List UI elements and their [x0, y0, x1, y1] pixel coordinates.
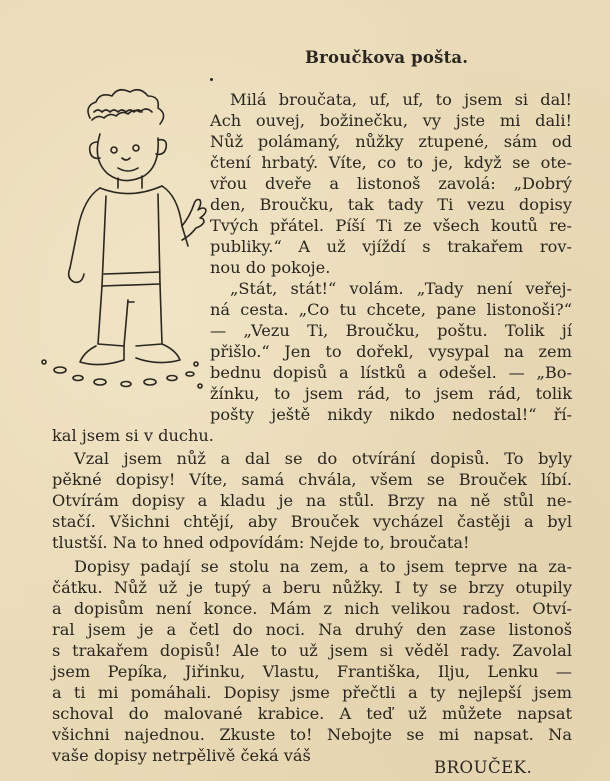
text-line: Vzal jsem nůž a dal se do otvírání dopisů. To byly [74, 449, 572, 468]
text-line: stačí. Všichni chtějí, aby Brouček vycházel častěji a byl [52, 512, 572, 531]
text-line: nou do pokoje. [210, 258, 331, 277]
text-line: Nůž polámaný, nůžky ztupené, sám od [210, 132, 572, 151]
text-line: „Stát, stát!“ volám. „Tady není veřej- [230, 279, 572, 298]
text-line: žínku, to jsem rád, to jsem rád, tolik [210, 384, 572, 403]
text-line: přišlo.“ Jen to dořekl, vysypal na zem [210, 342, 572, 361]
signature: BROUČEK. [434, 758, 533, 777]
text-line: a dopisům není konce. Mám z nich velikou radost. Otví- [52, 599, 572, 618]
text-line: Tvých přátel. Píší Ti ze všech koutů re- [210, 216, 572, 235]
text-line: jsem Pepíka, Jiřinku, Vlastu, Františka, Ilju, Lenku — [52, 662, 572, 681]
text-line: kal jsem si v duchu. [52, 426, 214, 445]
text-line: ral jsem je a četl do noci. Na druhý den zase listonoš [52, 620, 572, 639]
text-line: vřou dveře a listonoš zavolá: „Dobrý [210, 174, 572, 193]
text-line: bednu dopisů a lístků a odešel. — „Bo- [210, 363, 572, 382]
ink-dot [210, 78, 213, 81]
page-title: Broučkova pošta. [305, 48, 469, 67]
text-line: Otvírám dopisy a kladu je na stůl. Brzy na ně stůl ne- [52, 491, 572, 510]
text-line: vaše dopisy netrpělivě čeká váš [52, 746, 311, 765]
text-line: pošty ještě nikdy nikdo nedostal!“ ří- [210, 405, 572, 424]
text-line: s trakařem dopisů! Ale to už jsem si věděl rady. Zavolal [52, 641, 572, 660]
text-line: a ti mi pomáhali. Dopisy jsme přečtli a ty nejlepší jsem [52, 683, 572, 702]
text-line: — „Vezu Ti, Broučku, poštu. Tolik jí [210, 321, 572, 340]
text-line: publiky.“ A už vjíždí s trakařem rov- [210, 237, 572, 256]
text-line: všichni najednou. Zkuste to! Nebojte se mi napsat. Na [52, 725, 572, 744]
text-line: tlustší. Na to hned odpovídám: Nejde to, broučata! [52, 533, 470, 552]
text-line: ná cesta. „Co tu chcete, pane listonoši?“ [210, 300, 572, 319]
text-line: Dopisy padají se stolu na zem, a to jsem teprve na za- [74, 557, 572, 576]
text-line: schoval do malované krabice. A teď už můžete napsat [52, 704, 572, 723]
text-line: čátku. Nůž už je tupý a beru nůžky. I ty se brzy otupily [52, 578, 572, 597]
text-line: čtení hrbatý. Víte, co to je, když se ote- [210, 153, 572, 172]
brouček-illustration [30, 78, 210, 398]
text-line: den, Broučku, tak tady Ti vezu dopisy [210, 195, 572, 214]
text-line: Milá broučata, uf, uf, to jsem si dal! [230, 90, 572, 109]
text-line: Ach ouvej, božinečku, vy jste mi dali! [210, 111, 572, 130]
text-line: pěkné dopisy! Víte, samá chvála, všem se Brouček líbí. [52, 470, 572, 489]
